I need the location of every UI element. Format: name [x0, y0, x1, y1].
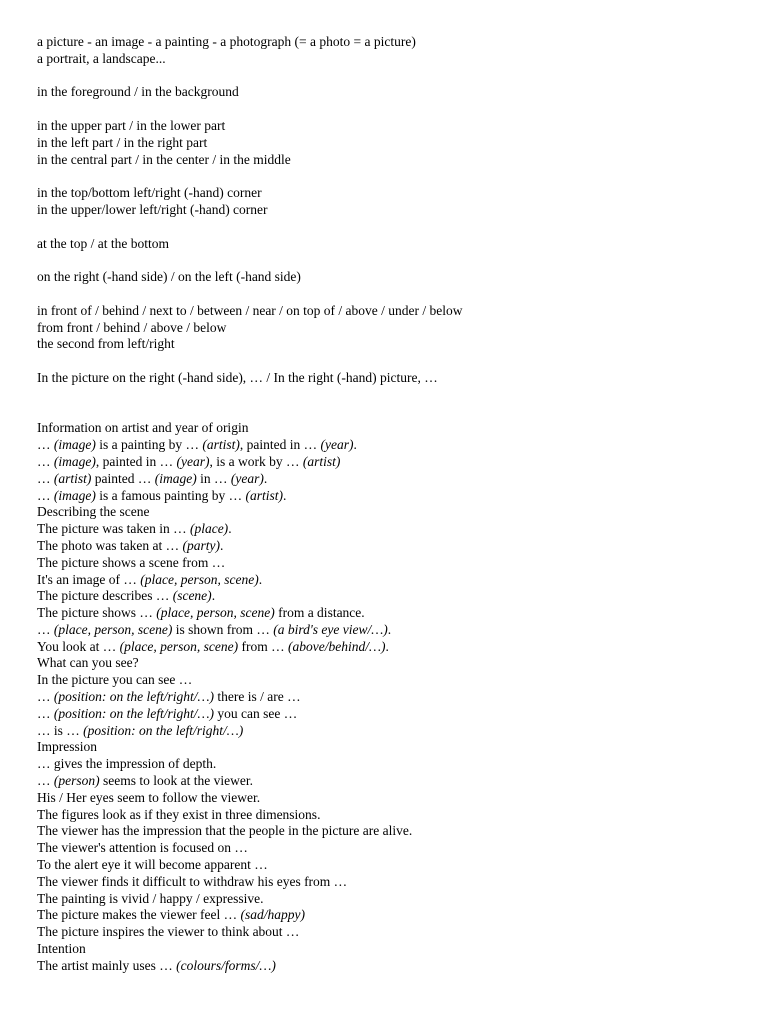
- placeholder-text: (position: on the left/right/…): [53, 705, 214, 721]
- text-line: on the right (-hand side) / on the left (-hand side): [37, 269, 301, 285]
- text-run: …: [37, 773, 54, 789]
- text-run: .: [263, 470, 268, 486]
- text-line: the second from left/right: [37, 336, 175, 352]
- text-line: [37, 907, 757, 924]
- text-run: seems to look at the viewer.: [99, 773, 253, 789]
- text-line: [37, 538, 757, 555]
- text-line: [37, 622, 757, 639]
- placeholder-text: (image): [53, 437, 96, 453]
- placeholder-text: (sad/happy): [240, 907, 306, 923]
- text-run: in …: [196, 470, 231, 486]
- text-run: .: [258, 571, 263, 587]
- text-line: In the picture on the right (-hand side), … / In the right (-hand) picture, …: [37, 369, 438, 385]
- text-run: Information on artist and year of origin: [37, 420, 249, 436]
- phrase-section: [37, 420, 757, 974]
- text-run: .: [282, 487, 287, 503]
- text-run: painted …: [91, 470, 155, 486]
- placeholder-text: (above/behind/…): [288, 638, 386, 654]
- text-run: …: [37, 621, 54, 637]
- text-run: from a distance.: [274, 605, 365, 621]
- placeholder-text: (colours/forms/…): [176, 957, 276, 973]
- placeholder-text: (place, person, scene): [53, 621, 173, 637]
- text-line: [37, 739, 757, 756]
- text-run: The picture makes the viewer feel …: [37, 907, 241, 923]
- text-run: The viewer finds it difficult to withdraw his eyes from …: [37, 873, 348, 889]
- text-run: The picture inspires the viewer to think about …: [37, 924, 300, 940]
- text-run: The photo was taken at …: [37, 537, 183, 553]
- placeholder-text: (artist): [202, 437, 240, 453]
- placeholder-text: (artist): [245, 487, 283, 503]
- text-line: in the upper/lower left/right (-hand) corner: [37, 201, 268, 217]
- text-run: …: [37, 470, 54, 486]
- text-line: a portrait, a landscape...: [37, 50, 166, 66]
- placeholder-text: (place, person, scene): [119, 638, 239, 654]
- placeholder-text: (artist): [53, 470, 92, 486]
- text-line: [37, 958, 757, 975]
- text-line: [37, 655, 757, 672]
- text-line: [37, 941, 757, 958]
- text-run: Impression: [37, 739, 97, 755]
- text-line: [37, 689, 757, 706]
- text-line: [37, 555, 757, 572]
- top-bottom-phrases: [37, 236, 757, 253]
- text-line: [37, 874, 757, 891]
- placeholder-text: (position: on the left/right/…): [83, 722, 244, 738]
- text-run: .: [219, 537, 224, 553]
- placeholder-text: (image): [53, 487, 96, 503]
- text-run: You look at …: [37, 638, 120, 654]
- text-line: in the foreground / in the background: [37, 84, 239, 100]
- text-run: …: [37, 453, 54, 469]
- text-run: .: [353, 437, 357, 453]
- text-line: [37, 891, 757, 908]
- text-run: …: [37, 705, 54, 721]
- placeholder-text: (position: on the left/right/…): [53, 689, 214, 705]
- text-line: [37, 437, 757, 454]
- text-run: What can you see?: [37, 655, 139, 671]
- text-line: [37, 588, 757, 605]
- text-line: [37, 706, 757, 723]
- text-line: [37, 857, 757, 874]
- placeholder-text: (a bird's eye view/…): [273, 621, 388, 637]
- text-run: …: [37, 437, 54, 453]
- placeholder-text: (year): [320, 437, 354, 453]
- text-run: The picture was taken in …: [37, 521, 190, 537]
- text-line: [37, 773, 757, 790]
- text-run: The picture shows …: [37, 605, 157, 621]
- text-line: [37, 807, 757, 824]
- text-run: from …: [238, 638, 288, 654]
- text-line: [37, 672, 757, 689]
- text-run: .: [228, 521, 232, 537]
- placeholder-text: (year): [230, 470, 264, 486]
- text-line: in the central part / in the center / in the middle: [37, 151, 291, 167]
- text-run: The picture describes …: [37, 588, 173, 604]
- text-line: [37, 454, 757, 471]
- text-run: , painted in …: [239, 437, 321, 453]
- text-line: in front of / behind / next to / between / near / on top of / above / under / below: [37, 302, 463, 318]
- text-line: a picture - an image - a painting - a photograph (= a photo = a picture): [37, 34, 416, 49]
- placeholder-text: (place): [189, 521, 229, 537]
- text-run: In the picture you can see …: [37, 672, 193, 688]
- text-line: from front / behind / above / below: [37, 319, 227, 335]
- text-run: is a famous painting by …: [95, 487, 246, 503]
- text-run: … gives the impression of depth.: [37, 756, 217, 772]
- text-line: [37, 488, 757, 505]
- placeholder-text: (image): [154, 470, 197, 486]
- text-run: The viewer has the impression that the people in the picture are alive.: [37, 823, 413, 839]
- text-run: .: [211, 588, 216, 604]
- text-run: there is / are …: [214, 689, 301, 705]
- text-line: [37, 504, 757, 521]
- text-line: in the left part / in the right part: [37, 134, 208, 150]
- text-run: The picture shows a scene from …: [37, 554, 226, 570]
- text-line: [37, 639, 757, 656]
- placeholder-text: (image): [53, 453, 96, 469]
- placeholder-text: (year): [176, 453, 210, 469]
- text-line: [37, 823, 757, 840]
- text-line: in the upper part / in the lower part: [37, 117, 226, 133]
- text-line: at the top / at the bottom: [37, 235, 169, 251]
- text-line: [37, 521, 757, 538]
- text-run: , is a work by …: [209, 453, 303, 469]
- text-run: The figures look as if they exist in three dimensions.: [37, 806, 321, 822]
- preposition-phrases: [37, 303, 757, 353]
- text-run: … is …: [37, 722, 84, 738]
- text-line: in the top/bottom left/right (-hand) corner: [37, 185, 262, 201]
- text-line: [37, 790, 757, 807]
- ground-phrases: [37, 84, 757, 101]
- picture-reference-phrases: [37, 370, 757, 387]
- placeholder-text: (party): [182, 537, 220, 553]
- corner-phrases: [37, 185, 757, 219]
- text-run: His / Her eyes seem to follow the viewer.: [37, 789, 261, 805]
- picture-types: [37, 34, 757, 68]
- text-line: [37, 420, 757, 437]
- text-run: is shown from …: [172, 621, 274, 637]
- placeholder-text: (scene): [172, 588, 212, 604]
- text-run: The viewer's attention is focused on …: [37, 840, 248, 856]
- text-line: [37, 605, 757, 622]
- text-run: , painted in …: [95, 453, 177, 469]
- text-line: [37, 756, 757, 773]
- text-line: [37, 723, 757, 740]
- text-line: [37, 471, 757, 488]
- placeholder-text: (artist): [302, 453, 341, 469]
- part-phrases: [37, 118, 757, 168]
- text-run: Describing the scene: [37, 504, 150, 520]
- text-run: .: [387, 621, 392, 637]
- document-page: [37, 34, 757, 975]
- text-run: The artist mainly uses …: [37, 957, 177, 973]
- text-run: To the alert eye it will become apparent …: [37, 857, 268, 873]
- text-line: [37, 572, 757, 589]
- text-run: you can see …: [214, 705, 298, 721]
- placeholder-text: (place, person, scene): [140, 571, 259, 587]
- text-line: [37, 924, 757, 941]
- text-run: .: [385, 638, 389, 654]
- text-run: …: [37, 689, 54, 705]
- text-run: The painting is vivid / happy / expressive.: [37, 890, 264, 906]
- placeholder-text: (place, person, scene): [156, 605, 275, 621]
- side-phrases: [37, 269, 757, 286]
- text-line: [37, 840, 757, 857]
- placeholder-text: (person): [53, 773, 100, 789]
- text-run: It's an image of …: [37, 571, 141, 587]
- text-run: is a painting by …: [95, 437, 203, 453]
- text-run: Intention: [37, 941, 86, 957]
- text-run: …: [37, 487, 54, 503]
